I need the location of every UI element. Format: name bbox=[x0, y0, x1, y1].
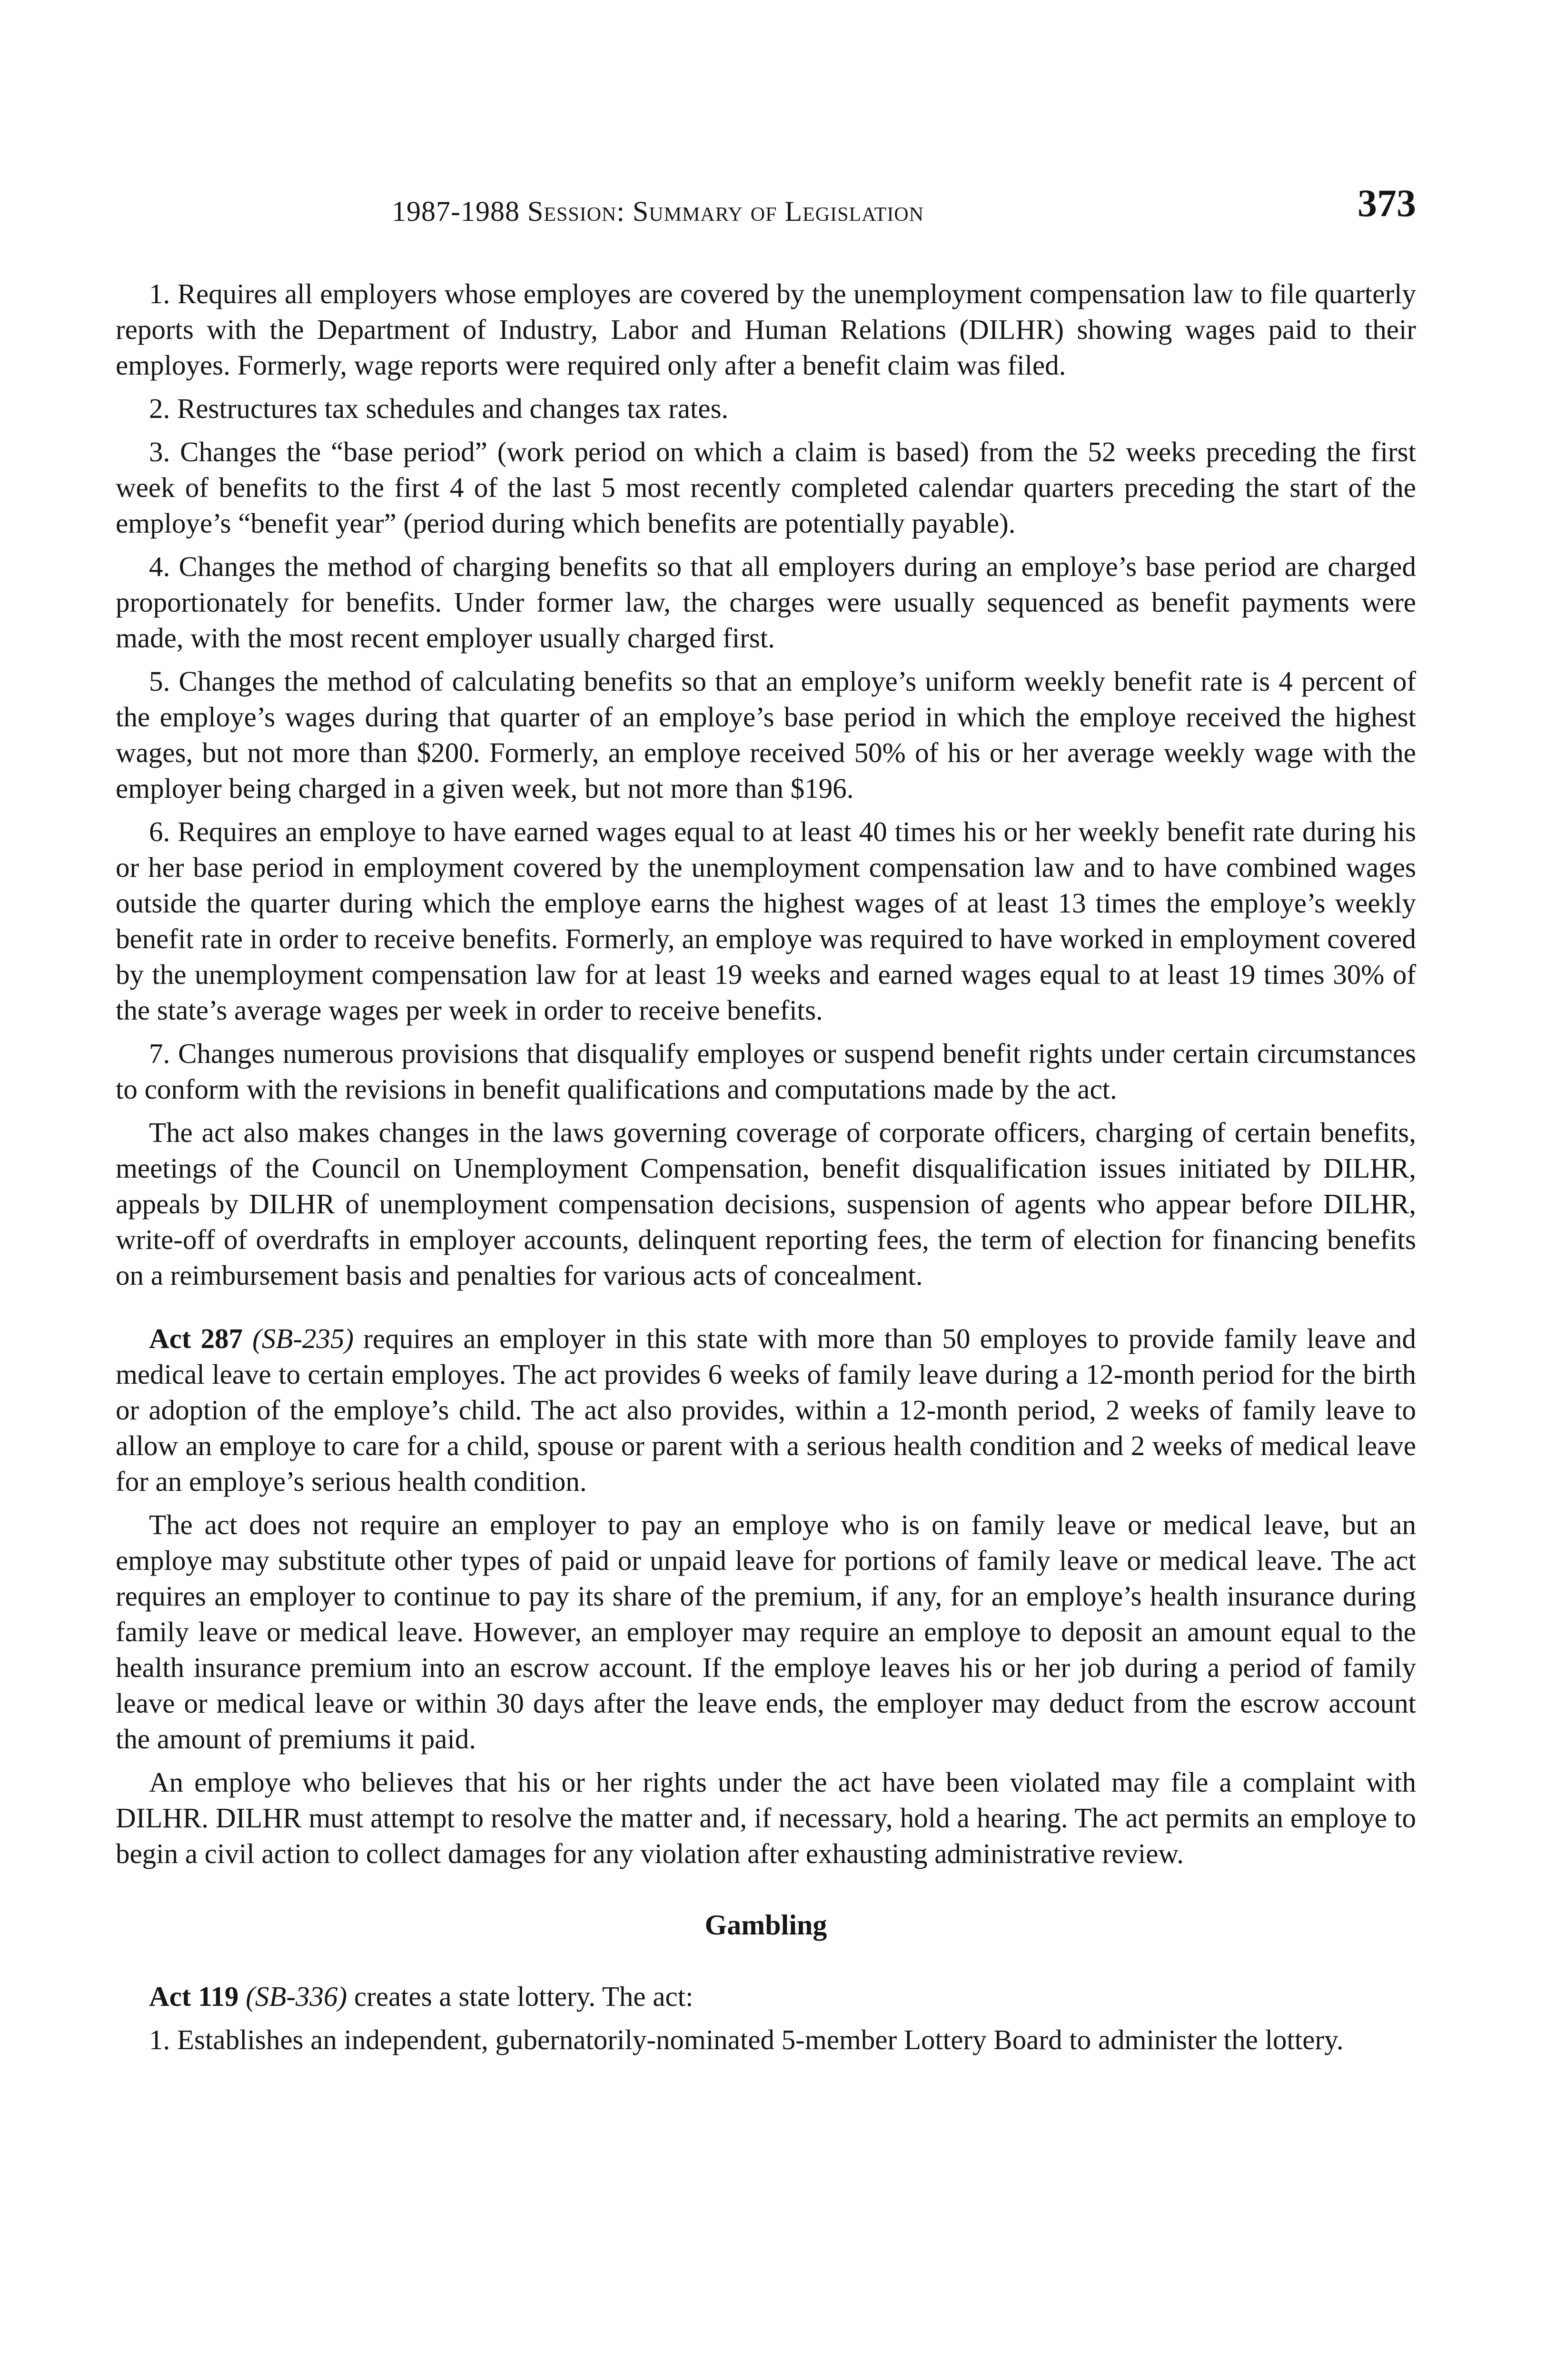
page-number: 373 bbox=[1358, 181, 1416, 225]
section-heading: Gambling bbox=[704, 1909, 827, 1941]
act-287-bill: (SB-235) bbox=[252, 1323, 354, 1354]
document-page bbox=[116, 181, 1416, 2065]
act-287-label: Act 287 bbox=[149, 1323, 243, 1354]
act-287-paragraph bbox=[116, 1321, 1416, 1499]
item-paragraph: 3. Changes the “base period” (work period on which a claim is based) from the 52 weeks preceding the first week of benefits to the first 4 of the last 5 most recently completed calendar quarters preceding the start of the employe’s “benefit year” (period during which benefits are potentially payable). bbox=[116, 436, 1416, 539]
item-paragraph: 6. Requires an employe to have earned wages equal to at least 40 times his or her weekly benefit rate during his or her base period in employment covered by the unemployment compensation law and to have combined wages outside the quarter during which the employe earns the highest wages of at least 13 times the employe’s weekly benefit rate in order to receive benefits. Formerly, an employe was required to have worked in employment covered by the unemployment compensation law for at least 19 weeks and earned wages equal to at least 19 times 30% of the state’s average wages per week in order to receive benefits. bbox=[116, 816, 1416, 1026]
act-287-text: requires an employer in this state with more than 50 employes to provide family leave and medical leave to certain employes. The act provides 6 weeks of family leave during a 12-month period for the birth or adoption of the employe’s child. The act also provides, within a 12-month period, 2 weeks of family leave to allow an employe to care for a child, spouse or parent with a serious health condition and 2 weeks of medical leave for an employe’s serious health condition. bbox=[116, 1323, 1417, 1497]
item-paragraph: 1. Requires all employers whose employes are covered by the unemployment compensation law to file quarterly reports with the Department of Industry, Labor and Human Relations (DILHR) showing wages paid to their employes. Formerly, wage reports were required only after a benefit claim was filed. bbox=[116, 278, 1416, 381]
act-119-bill: (SB-336) bbox=[246, 1981, 347, 2012]
body-paragraph: The act does not require an employer to pay an employe who is on family leave or medical leave, but an employe may substitute other types of paid or unpaid leave for portions of family leave or medical leave. The act requires an employer to continue to pay its share of the premium, if any, for an employe’s health insurance during family leave or medical leave. However, an employer may require an employe to deposit an amount equal to the health insurance premium into an escrow account. If the employe leaves his or her job during a period of family leave or medical leave or within 30 days after the leave ends, the employer may deduct from the escrow account the amount of premiums it paid. bbox=[116, 1509, 1416, 1755]
page-header bbox=[116, 181, 1416, 238]
body-paragraph: An employe who believes that his or her rights under the act have been violated may file a complaint with DILHR. DILHR must attempt to resolve the matter and, if necessary, hold a hearing. The act permits an employe to begin a civil action to collect damages for any violation after exhausting administrative review. bbox=[116, 1766, 1416, 1869]
running-head: 1987-1988 Session: Summary of Legislation bbox=[392, 196, 924, 227]
act-119-label: Act 119 bbox=[149, 1981, 239, 2012]
item-paragraph: 4. Changes the method of charging benefits so that all employers during an employe’s base period are charged proportionately for benefits. Under former law, the charges were usually sequenced as benefit payments were made, with the most recent employer usually charged first. bbox=[116, 551, 1416, 654]
item-paragraph: 5. Changes the method of calculating benefits so that an employe’s uniform weekly benefit rate is 4 percent of the employe’s wages during that quarter of an employe’s base period in which the employe received the highest wages, but not more than $200. Formerly, an employe received 50% of his or her average weekly wage with the employer being charged in a given week, but not more than $196. bbox=[116, 665, 1416, 804]
item-paragraph: 2. Restructures tax schedules and changes tax rates. bbox=[149, 393, 729, 424]
item-paragraph: 7. Changes numerous provisions that disqualify employes or suspend benefit rights under certain circumstances to conform with the revisions in benefit qualifications and computations made by the act. bbox=[116, 1038, 1416, 1105]
item-paragraph: 1. Establishes an independent, gubernatorily-nominated 5-member Lottery Board to administer the lottery. bbox=[149, 2024, 1344, 2055]
act-119-paragraph bbox=[116, 1979, 1416, 2014]
body-text bbox=[116, 276, 1416, 2058]
act-119-text: creates a state lottery. The act: bbox=[347, 1981, 694, 2012]
body-paragraph: The act also makes changes in the laws governing coverage of corporate officers, charging of certain benefits, meetings of the Council on Unemployment Compensation, benefit disqualification issues initiated by DILHR, appeals by DILHR of unemployment compensation decisions, suspension of agents who appear before DILHR, write-off of overdrafts in employer accounts, delinquent reporting fees, the term of election for financing benefits on a reimbursement basis and penalties for various acts of concealment. bbox=[116, 1117, 1416, 1291]
